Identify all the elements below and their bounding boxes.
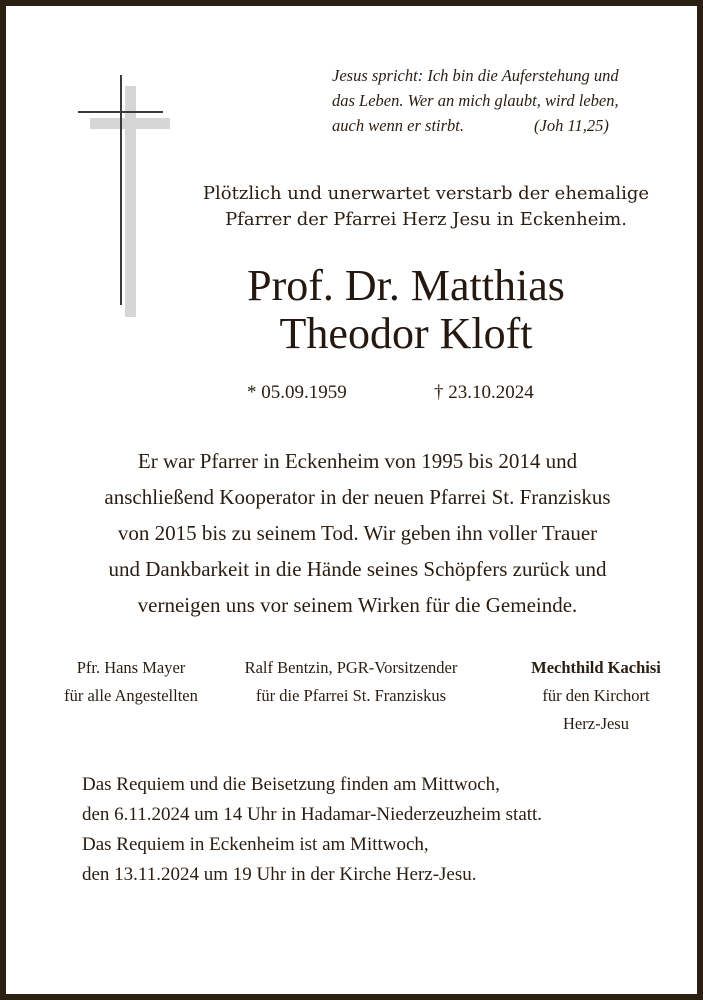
signature-name: Ralf Bentzin, PGR-Vorsitzender: [244, 658, 458, 677]
name-line: Prof. Dr. Matthias: [247, 261, 565, 310]
quote-line-text: auch wenn er stirbt.: [332, 116, 464, 135]
tribute-text: [6, 443, 703, 623]
quote-reference: (Joh 11,25): [534, 116, 609, 135]
birth-date: * 05.09.1959: [247, 382, 347, 403]
tribute-line: und Dankbarkeit in die Hände seines Schöpfers zurück und: [108, 557, 607, 581]
quote-line: das Leben. Wer an mich glaubt, wird leben,: [332, 91, 619, 110]
obituary-notice: [6, 6, 697, 994]
cross-line-vertical: [120, 75, 122, 305]
quote-line: Jesus spricht: Ich bin die Auferstehung und: [332, 66, 619, 85]
signature-mechthild-kachisi: [506, 654, 686, 738]
death-date: † 23.10.2024: [434, 382, 534, 403]
cross-line-horizontal: [78, 111, 163, 113]
funeral-line: Das Requiem in Eckenheim ist am Mittwoch,: [82, 834, 429, 855]
tribute-line: anschließend Kooperator in der neuen Pfarrei St. Franziskus: [104, 485, 611, 509]
signature-role: für alle Angestellten: [64, 686, 198, 705]
signature-role: Herz-Jesu: [563, 714, 629, 733]
name-line: Theodor Kloft: [279, 309, 533, 358]
quote-line: [332, 113, 672, 138]
tribute-line: verneigen uns vor seinem Wirken für die Gemeinde.: [137, 593, 578, 617]
signature-hans-mayer: [46, 654, 216, 710]
deceased-name: [156, 262, 656, 358]
signature-ralf-bentzin: [216, 654, 486, 710]
tribute-line: von 2015 bis zu seinem Tod. Wir geben ihn voller Trauer: [117, 521, 598, 545]
intro-line: Plötzlich und unerwartet verstarb der ehemalige: [202, 183, 650, 204]
funeral-line: den 6.11.2024 um 14 Uhr in Hadamar-Niederzeuzheim statt.: [82, 804, 543, 825]
tribute-line: Er war Pfarrer in Eckenheim von 1995 bis 2014 und: [137, 449, 578, 473]
signature-role: für den Kirchort: [542, 686, 650, 705]
cross-shadow-horizontal: [90, 118, 170, 129]
signature-role: für die Pfarrei St. Franziskus: [255, 686, 447, 705]
signature-name: Mechthild Kachisi: [531, 658, 661, 677]
bible-quote: [332, 63, 672, 138]
intro-text: [156, 181, 696, 233]
funeral-line: den 13.11.2024 um 19 Uhr in der Kirche Herz-Jesu.: [82, 864, 477, 885]
funeral-line: Das Requiem und die Beisetzung finden am Mittwoch,: [82, 774, 500, 795]
funeral-info: [82, 770, 682, 890]
intro-line: Pfarrer der Pfarrei Herz Jesu in Eckenheim.: [225, 209, 627, 230]
signature-name: Pfr. Hans Mayer: [76, 658, 186, 677]
